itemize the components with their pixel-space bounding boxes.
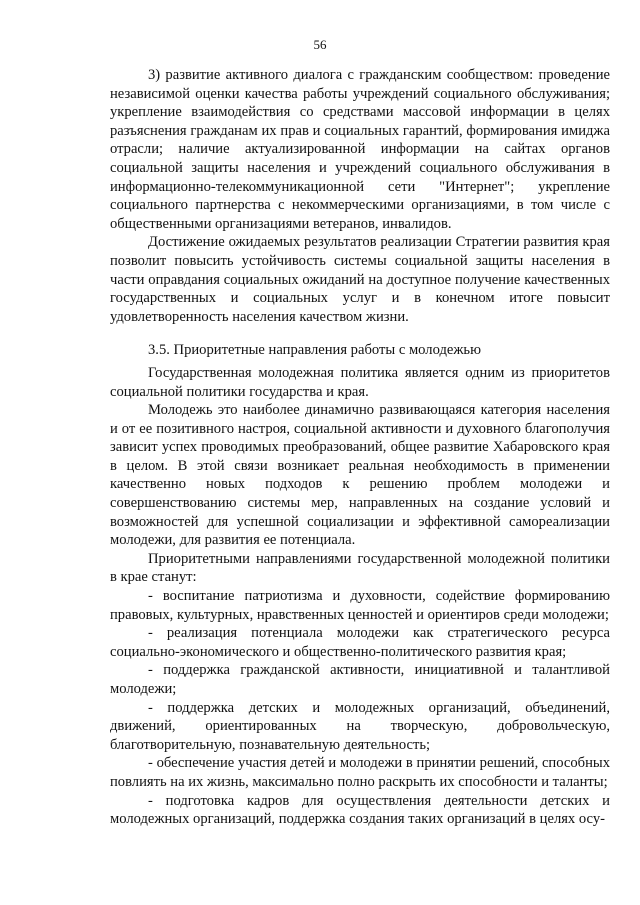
paragraph-youth-policy: Государственная молодежная политика является одним из приоритетов социальной политики государства и края. [110,364,610,400]
body-text [110,66,610,829]
list-item: - реализация потенциала молодежи как стратегического ресурса социально-экономического и общественно-политического развития края; [110,625,610,660]
list-item: - подготовка кадров для осуществления деятельности детских и молодежных организаций, поддержка создания таких организаций в целях осу- [110,792,610,828]
paragraph-youth-dynamics: Молодежь это наиболее динамично развивающаяся категория населения и от ее позитивного настроя, социальной активности и духовного благополучия зависит успех проводимых преобразований, общее развитие Хабаровского края в целом. В этой связи возникает реальная необходимость в применении качественно новых подходов к решению проблем молодежи и совершенствованию системы мер, направленных на создание условий и возможностей для успешной социализации и эффективной самореализации молодежи, для развития ее потенциала. [110,402,610,549]
list-item: - поддержка детских и молодежных организаций, объединений, движений, ориентированных на творческую, добровольческую, благотворительную, познавательную деятельность; [110,699,610,753]
list-item: - поддержка гражданской активности, инициативной и талантливой молодежи; [110,662,610,697]
section-heading: 3.5. Приоритетные направления работы с молодежью [148,342,481,359]
page-number: 56 [313,37,327,52]
paragraph-priorities-intro: Приоритетными направлениями государственной молодежной политики в крае станут: [110,550,610,586]
paragraph-expected-results: Достижение ожидаемых результатов реализации Стратегии развития края позволит повысить устойчивость системы социальной защиты населения в части оправдания социальных ожиданий на доступное получение качественных государственных и социальных услуг и в конечном итоге повысит удовлетворенность населения качеством жизни. [110,234,610,325]
list-item: - воспитание патриотизма и духовности, содействие формированию правовых, культурных, нравственных ценностей и ориентиров среди молодежи; [110,588,610,623]
list-item: - обеспечение участия детей и молодежи в принятии решений, способных повлиять на их жизнь, максимально полно раскрыть их способности и таланты; [110,755,610,790]
paragraph-social-dialogue: 3) развитие активного диалога с гражданским сообществом: проведение независимой оценки качества работы учреждений социального обслуживания; укрепление взаимодействия со средствами массовой информации в целях разъяснения гражданам их прав и социальных гарантий, формирования имиджа отрасли; наличие актуализированной информации на сайтах органов социальной защиты населения и учреждений социального обслуживания в информационно-телекоммуникационной сети "Интернет"; укрепление социального партнерства с некоммерческими организациями, в том числе с общественными организациями ветеранов, инвалидов. [110,67,610,232]
